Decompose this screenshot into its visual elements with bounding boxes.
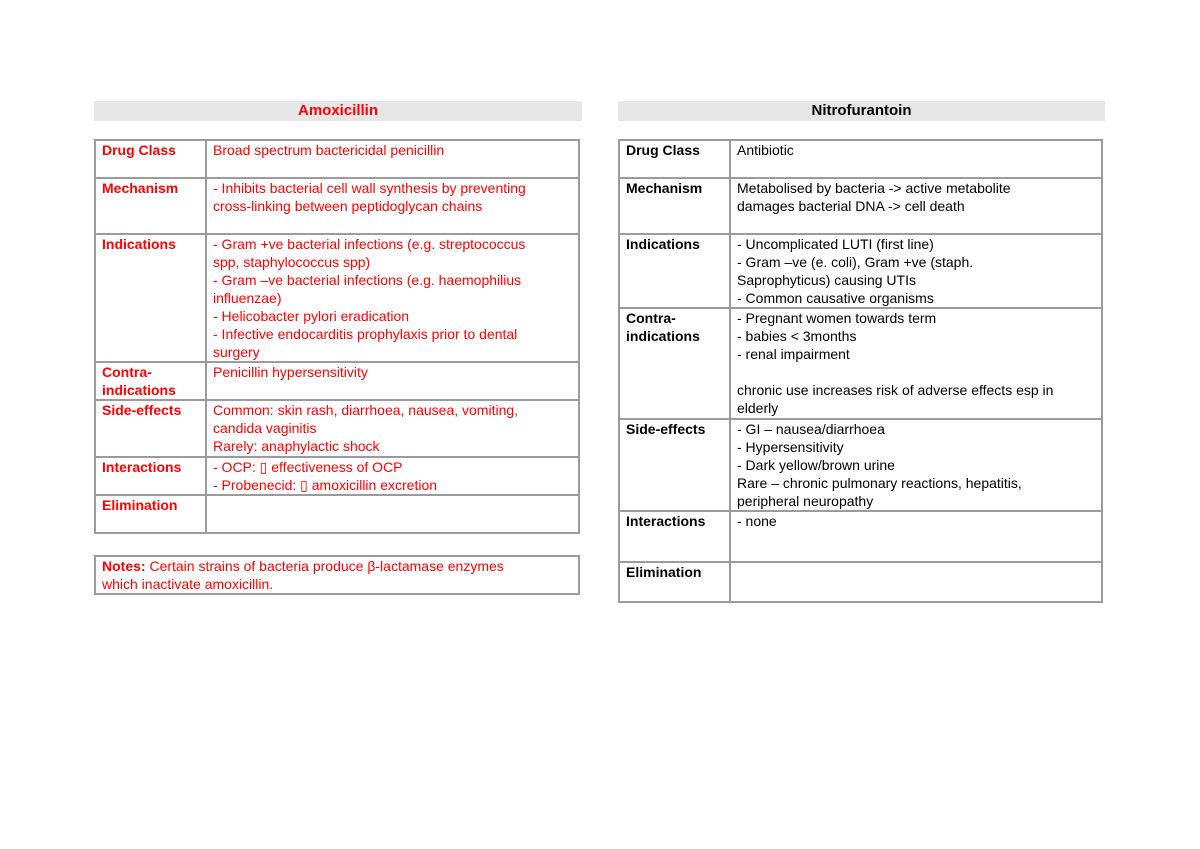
table-row bbox=[95, 400, 579, 457]
row-value-line bbox=[737, 363, 1095, 381]
row-value-line: - renal impairment bbox=[737, 346, 850, 362]
row-value-line: - Probenecid: ▯ amoxicillin excretion bbox=[213, 477, 438, 493]
row-label-line: Indications bbox=[626, 236, 700, 252]
table-row bbox=[95, 140, 579, 178]
row-value-line: - Gram –ve bacterial infections (e.g. haemophilius bbox=[213, 272, 522, 288]
table-row bbox=[619, 308, 1102, 419]
row-label-line: Drug Class bbox=[626, 142, 700, 158]
row-label bbox=[95, 400, 206, 457]
table-row bbox=[619, 234, 1102, 308]
row-value bbox=[206, 362, 579, 400]
row-label-line: Indications bbox=[102, 236, 176, 252]
table-row bbox=[619, 511, 1102, 562]
row-label-line: Drug Class bbox=[102, 142, 176, 158]
amoxicillin-title: Amoxicillin bbox=[94, 101, 582, 121]
notes-text-line: which inactivate amoxicillin. bbox=[102, 576, 274, 592]
row-label-line: indications bbox=[102, 382, 176, 398]
row-value-line: elderly bbox=[737, 400, 779, 416]
row-label bbox=[95, 362, 206, 400]
row-value-line: Rarely: anaphylactic shock bbox=[213, 438, 380, 454]
notes-label: Notes: bbox=[102, 558, 146, 574]
row-value-line: - Uncomplicated LUTI (first line) bbox=[737, 236, 934, 252]
row-value-line: Common: skin rash, diarrhoea, nausea, vomiting, bbox=[213, 402, 519, 418]
row-label bbox=[619, 419, 730, 511]
row-label-line: Elimination bbox=[626, 564, 702, 580]
row-value bbox=[730, 234, 1102, 308]
row-value bbox=[206, 178, 579, 234]
amoxicillin-table bbox=[94, 139, 580, 534]
table-row bbox=[619, 140, 1102, 178]
row-label-line: Side-effects bbox=[626, 421, 706, 437]
row-value bbox=[730, 511, 1102, 562]
row-value-line: - OCP: ▯ effectiveness of OCP bbox=[213, 459, 403, 475]
notes-text-line: Certain strains of bacteria produce β-lactamase enzymes bbox=[145, 558, 504, 574]
row-value-line: - babies < 3months bbox=[737, 328, 857, 344]
row-label bbox=[95, 457, 206, 495]
row-label-line: Interactions bbox=[626, 513, 706, 529]
row-label bbox=[619, 178, 730, 234]
row-value-line: - Infective endocarditis prophylaxis prior to dental bbox=[213, 326, 518, 342]
row-value bbox=[730, 178, 1102, 234]
row-value-line: - Pregnant women towards term bbox=[737, 310, 937, 326]
row-label bbox=[619, 308, 730, 419]
row-value-line: Antibiotic bbox=[737, 142, 794, 158]
row-label-line: Mechanism bbox=[102, 180, 179, 196]
table-row bbox=[95, 178, 579, 234]
row-label-line: indications bbox=[626, 328, 700, 344]
row-label-line: Side-effects bbox=[102, 402, 182, 418]
row-label bbox=[95, 234, 206, 362]
row-value-line: - Inhibits bacterial cell wall synthesis by preventing bbox=[213, 180, 526, 196]
row-label-line: Contra- bbox=[102, 364, 152, 380]
row-value-line: - Hypersensitivity bbox=[737, 439, 844, 455]
table-row bbox=[619, 178, 1102, 234]
row-value-line: - Helicobacter pylori eradication bbox=[213, 308, 410, 324]
row-value bbox=[206, 234, 579, 362]
row-value-line: peripheral neuropathy bbox=[737, 493, 874, 509]
nitrofurantoin-title: Nitrofurantoin bbox=[618, 101, 1105, 121]
row-label-line: Elimination bbox=[102, 497, 178, 513]
row-value-line: Saprophyticus) causing UTIs bbox=[737, 272, 916, 288]
row-value bbox=[206, 400, 579, 457]
row-value-line: Broad spectrum bactericidal penicillin bbox=[213, 142, 445, 158]
row-label bbox=[619, 234, 730, 308]
row-value-line: surgery bbox=[213, 344, 260, 360]
row-value bbox=[730, 419, 1102, 511]
row-label-line: Contra- bbox=[626, 310, 676, 326]
row-value-line: cross-linking between peptidoglycan chains bbox=[213, 198, 483, 214]
row-value bbox=[730, 308, 1102, 419]
row-value-line: Metabolised by bacteria -> active metabolite bbox=[737, 180, 1011, 196]
row-label-line: Interactions bbox=[102, 459, 182, 475]
row-value bbox=[206, 140, 579, 178]
row-label-line: Mechanism bbox=[626, 180, 703, 196]
row-value-line: - Dark yellow/brown urine bbox=[737, 457, 895, 473]
row-value-line: Rare – chronic pulmonary reactions, hepatitis, bbox=[737, 475, 1022, 491]
table-row bbox=[619, 562, 1102, 602]
row-value-line: Penicillin hypersensitivity bbox=[213, 364, 368, 380]
row-label bbox=[619, 511, 730, 562]
row-value-line: - GI – nausea/diarrhoea bbox=[737, 421, 885, 437]
table-row bbox=[619, 419, 1102, 511]
row-value bbox=[206, 495, 579, 533]
amoxicillin-notes bbox=[94, 555, 580, 595]
row-label bbox=[95, 178, 206, 234]
row-label bbox=[95, 140, 206, 178]
row-label bbox=[619, 562, 730, 602]
nitrofurantoin-section bbox=[618, 101, 1105, 580]
row-label bbox=[95, 495, 206, 533]
row-value-line: candida vaginitis bbox=[213, 420, 317, 436]
table-row bbox=[95, 457, 579, 495]
row-value-line: chronic use increases risk of adverse effects esp in bbox=[737, 382, 1054, 398]
amoxicillin-section bbox=[94, 101, 582, 592]
row-value bbox=[730, 562, 1102, 602]
row-value-line: spp, staphylococcus spp) bbox=[213, 254, 371, 270]
table-row bbox=[95, 362, 579, 400]
table-row bbox=[95, 234, 579, 362]
row-value-line: - Gram +ve bacterial infections (e.g. streptococcus bbox=[213, 236, 526, 252]
row-value bbox=[730, 140, 1102, 178]
row-label bbox=[619, 140, 730, 178]
row-value-line: damages bacterial DNA -> cell death bbox=[737, 198, 965, 214]
row-value-line: - Common causative organisms bbox=[737, 290, 934, 306]
table-row bbox=[95, 495, 579, 533]
row-value bbox=[206, 457, 579, 495]
row-value-line: - none bbox=[737, 513, 777, 529]
row-value-line: - Gram –ve (e. coli), Gram +ve (staph. bbox=[737, 254, 974, 270]
row-value-line: influenzae) bbox=[213, 290, 282, 306]
nitrofurantoin-table bbox=[618, 139, 1103, 603]
